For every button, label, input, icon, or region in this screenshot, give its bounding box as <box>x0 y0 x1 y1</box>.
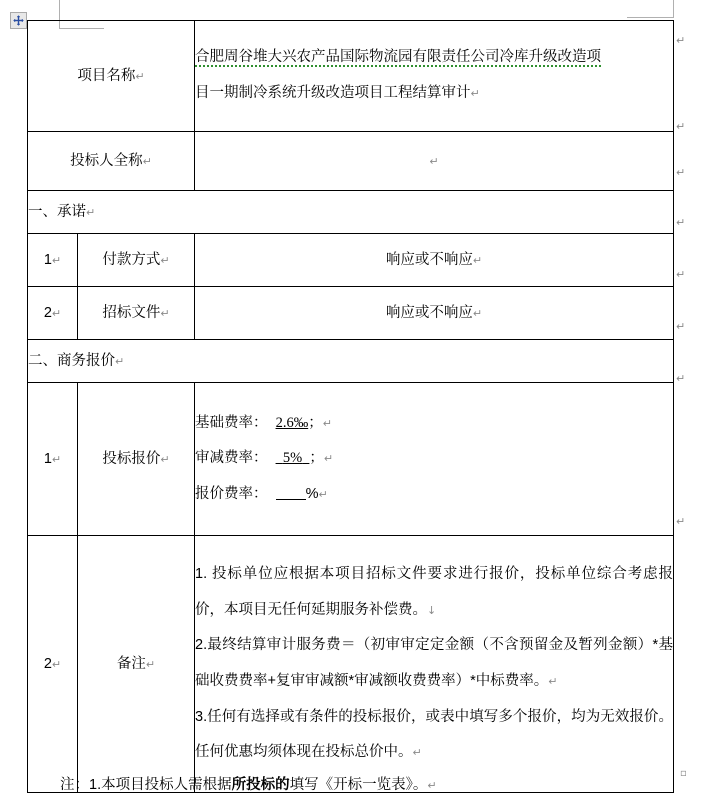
paragraph-mark: ↵ <box>145 657 156 671</box>
commitment-2-number: 2 <box>43 304 52 321</box>
paragraph-mark: ↵ <box>160 253 170 267</box>
section-two-cell <box>28 340 674 383</box>
bid-price-line-base-rate <box>195 406 673 442</box>
quote-rate-suffix: % <box>305 485 319 502</box>
section-one-cell <box>28 191 674 234</box>
table-row-bidder-name <box>28 132 674 191</box>
table-move-handle-icon[interactable] <box>10 12 27 29</box>
paragraph-mark: ↵ <box>160 452 170 466</box>
commitment-2-label-cell <box>78 287 195 340</box>
paragraph-mark: ↵ <box>51 657 62 671</box>
paragraph-mark: ↵ <box>322 416 332 430</box>
table-row-commitment-2 <box>28 287 674 340</box>
commitment-2-value: 响应或不响应 <box>385 304 473 321</box>
bid-price-number: 1 <box>43 450 52 467</box>
remarks-paragraph-1-text: 1. 投标单位应根据本项目招标文件要求进行报价，投标单位综合考虑报价，本项目无任何延期服务补偿费。 <box>195 566 673 618</box>
table-row-section-two <box>28 340 674 383</box>
footer-note-suffix: 填写《开标一览表》。 <box>289 777 428 793</box>
remarks-value-cell[interactable] <box>195 536 674 793</box>
project-name-value-line-2 <box>195 76 673 112</box>
remarks-number-cell <box>28 536 78 793</box>
paragraph-mark: ↵ <box>412 746 422 760</box>
project-name-value-text-1: 合肥周谷堆大兴农产品国际物流园有限责任公司冷库升级改造项 <box>195 49 601 66</box>
paragraph-mark: ↵ <box>115 354 125 368</box>
paragraph-mark: ↵ <box>51 452 62 466</box>
page-margin-guide-top-right <box>627 0 674 18</box>
reduction-rate-label: 审减费率： <box>195 450 268 467</box>
paragraph-mark: ↵ <box>86 205 96 219</box>
remarks-label-cell <box>78 536 195 793</box>
commitment-1-value-cell[interactable] <box>195 234 674 287</box>
paragraph-mark: ↵ <box>427 779 437 792</box>
paragraph-mark: ↵ <box>676 515 686 528</box>
remarks-paragraph-3 <box>195 700 673 771</box>
quote-rate-label: 报价费率： <box>195 485 268 502</box>
table-row-section-one <box>28 191 674 234</box>
paragraph-mark: ↵ <box>676 320 686 333</box>
bid-price-line-quote-rate <box>195 477 673 513</box>
base-rate-value[interactable]: 2.6‰ <box>275 414 309 431</box>
remarks-number: 2 <box>43 655 52 672</box>
paragraph-mark: ↵ <box>470 87 480 100</box>
remarks-paragraph-1 <box>195 557 673 628</box>
table-row-commitment-1 <box>28 234 674 287</box>
project-name-value-cell[interactable] <box>195 21 674 132</box>
project-name-value-text-2: 目一期制冷系统升级改造项目工程结算审计 <box>195 85 471 101</box>
bid-price-number-cell <box>28 383 78 536</box>
table-row-bid-price <box>28 383 674 536</box>
reduction-rate-suffix: ； <box>309 450 324 467</box>
project-name-value-line-1 <box>195 40 673 76</box>
bid-price-label: 投标报价 <box>102 450 161 467</box>
footer-note-prefix: 注：1.本项目投标人需根据 <box>60 777 232 793</box>
paragraph-mark: ↵ <box>51 253 62 267</box>
quote-rate-input[interactable] <box>276 484 306 500</box>
remarks-paragraph-3-text: 3.任何有选择或有条件的投标报价，或表中填写多个报价，均为无效报价。任何优惠均须体现在投标总价中。 <box>195 708 673 761</box>
bid-form-table <box>27 20 674 793</box>
bid-price-value-cell[interactable] <box>195 383 674 536</box>
reduction-rate-value[interactable]: 5% <box>282 450 303 467</box>
section-one-title: 一、承诺 <box>28 203 86 220</box>
paragraph-mark: ↵ <box>472 306 483 320</box>
commitment-1-value: 响应或不响应 <box>385 251 473 268</box>
section-two-title: 二、商务报价 <box>28 352 115 369</box>
paragraph-mark: ↵ <box>676 216 686 229</box>
paragraph-mark: ↵ <box>676 372 686 385</box>
paragraph-mark: ↵ <box>142 154 152 168</box>
table-row-remarks <box>28 536 674 793</box>
project-name-label-cell <box>28 21 195 132</box>
base-rate-label: 基础费率： <box>195 414 268 431</box>
paragraph-mark: ↵ <box>160 306 170 320</box>
paragraph-mark: ↵ <box>323 452 334 466</box>
base-rate-suffix: ； <box>308 414 323 431</box>
bid-price-label-cell <box>78 383 195 536</box>
commitment-1-number-cell <box>28 234 78 287</box>
commitment-1-label: 付款方式 <box>102 251 161 268</box>
paragraph-mark: ↵ <box>51 306 62 320</box>
commitment-1-number: 1 <box>43 251 52 268</box>
soft-return-mark: ↓ <box>427 603 437 617</box>
remarks-paragraph-2 <box>195 628 673 699</box>
bidder-name-value-cell[interactable] <box>195 132 674 191</box>
footer-note <box>60 773 437 794</box>
paragraph-mark: ↵ <box>472 253 483 267</box>
commitment-2-value-cell[interactable] <box>195 287 674 340</box>
commitment-2-label: 招标文件 <box>102 304 161 321</box>
paragraph-mark: ↵ <box>429 154 439 168</box>
commitment-2-number-cell <box>28 287 78 340</box>
paragraph-mark: ↵ <box>676 166 686 179</box>
bidder-name-label: 投标人全称 <box>70 152 143 169</box>
paragraph-mark: ↵ <box>676 120 686 133</box>
paragraph-mark: ↵ <box>676 34 686 47</box>
bid-price-line-reduction-rate <box>195 441 673 477</box>
commitment-1-label-cell <box>78 234 195 287</box>
end-of-document-mark: ▫ <box>680 768 687 779</box>
paragraph-mark: ↵ <box>548 675 558 688</box>
paragraph-mark: ↵ <box>318 487 328 501</box>
table-row-project-name <box>28 21 674 132</box>
bidder-name-label-cell <box>28 132 195 191</box>
paragraph-mark: ↵ <box>676 268 686 281</box>
footer-note-bold-part: 所投标的 <box>231 777 290 793</box>
remarks-label: 备注 <box>116 655 146 672</box>
project-name-label: 项目名称 <box>77 67 136 84</box>
paragraph-mark: ↵ <box>135 69 145 83</box>
remarks-paragraph-2-text: 2.最终结算审计服务费＝（初审审定定金额（不含预留金及暂列金额）*基础收费费率+复审审减额*审减额收费费率）*中标费率。 <box>195 637 673 689</box>
